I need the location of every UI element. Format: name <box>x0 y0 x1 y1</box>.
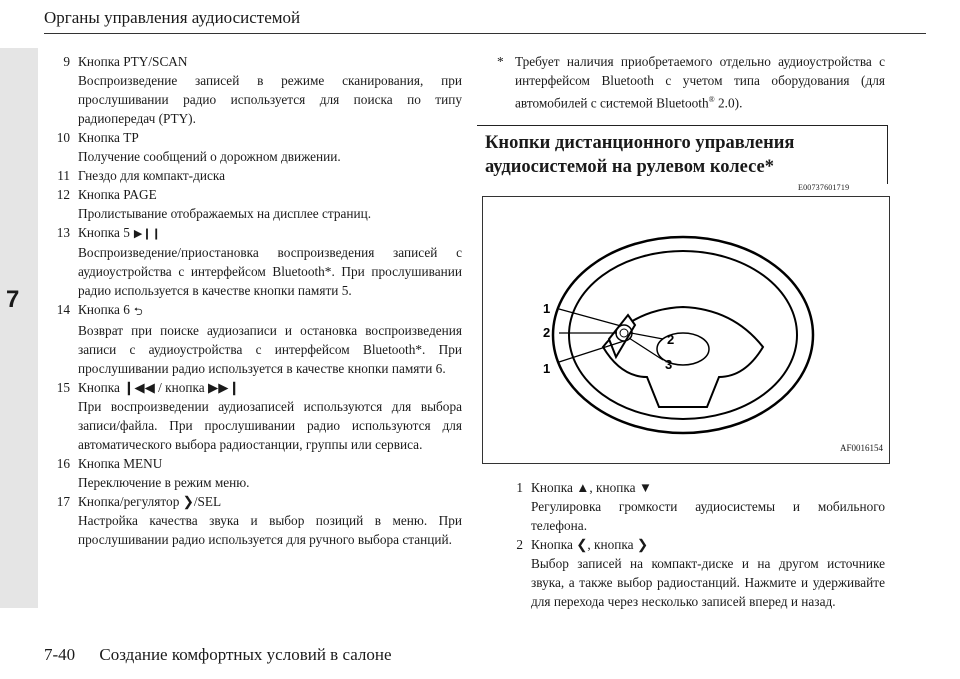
item-title: Кнопка MENU <box>78 455 163 471</box>
item-number: 11 <box>57 168 70 183</box>
callout-1-top: 1 <box>543 301 551 316</box>
page-header-title: Органы управления аудиосистемой <box>44 8 301 27</box>
page-footer <box>44 645 392 665</box>
list-item <box>44 223 462 300</box>
steering-wheel-illustration <box>483 197 889 463</box>
item-title: Гнездо для компакт-диска <box>78 168 226 183</box>
header-divider <box>44 33 926 34</box>
item-title: Кнопка 5 <box>78 225 130 240</box>
section-heading <box>485 131 794 179</box>
section-code: E00737601719 <box>798 183 850 192</box>
footnote-tail: 2.0). <box>714 95 743 111</box>
item-description: Воспроизведение записей в режиме сканирования, при прослушивании радио используется для поиска по типу радиопередач (PTY). <box>78 73 462 126</box>
item-title-row <box>78 223 462 243</box>
item-title: Кнопка PAGE <box>78 187 157 202</box>
item-title: Кнопка ❮, кнопка ❯ <box>531 537 648 552</box>
chapter-sidebar <box>0 48 38 608</box>
play-pause-icon: ▶❙❙ <box>133 227 161 241</box>
item-description: Воспроизведение/приостановка воспроизведения записей с аудиоустройства с интерфейсом Bluetooth*. При прослушивании радио используется в качестве кнопки памяти 5. <box>78 245 462 299</box>
callout-1-bottom: 1 <box>543 361 551 376</box>
return-icon: ⮌ <box>133 304 143 318</box>
callout-2-right: 2 <box>667 332 675 347</box>
steering-wheel-figure <box>482 196 890 464</box>
item-description: При воспроизведении аудиозаписей используются для выбора записи/файла. При прослушивании радио используются для автоматического выбора радиостанции, группы или сервиса. <box>78 398 462 452</box>
item-description: Переключение в режим меню. <box>78 474 250 490</box>
list-item <box>44 492 462 549</box>
list-item <box>497 478 885 535</box>
chapter-tab: 7 <box>6 286 20 313</box>
footnote <box>497 52 885 112</box>
item-title: Кнопка PTY/SCAN <box>78 54 188 69</box>
section-heading-line1: Кнопки дистанционного управления <box>485 133 795 153</box>
item-title: Кнопка ❙◀◀ / кнопка ▶▶❙ <box>78 379 240 395</box>
item-title: Кнопка ▲, кнопка ▼ <box>531 480 653 495</box>
right-column <box>497 478 885 611</box>
item-description: Регулировка громкости аудиосистемы и мобильного телефона. <box>531 499 885 533</box>
item-number: 16 <box>56 455 70 471</box>
list-item <box>44 52 462 128</box>
item-description: Настройка качества звука и выбор позиций в меню. При прослушивании радио используется для ручного выбора станций. <box>78 512 462 547</box>
item-title-row <box>78 300 462 320</box>
list-item <box>44 166 462 185</box>
registered-mark: ® <box>708 95 715 104</box>
callout-2-left: 2 <box>543 325 551 340</box>
item-number: 10 <box>56 130 70 145</box>
left-column <box>44 52 462 549</box>
callout-line <box>559 309 621 326</box>
item-number: 17 <box>56 493 70 509</box>
list-item <box>44 300 462 377</box>
item-number: 12 <box>56 187 70 202</box>
item-description: Пролистывание отображаемых на дисплее страниц. <box>78 206 372 221</box>
callout-3: 3 <box>665 357 673 372</box>
item-title: Кнопка/регулятор ❯/SEL <box>78 493 222 509</box>
footer-section-title: Создание комфортных условий в салоне <box>99 645 392 664</box>
item-number: 9 <box>63 54 70 69</box>
section-heading-line2: аудиосистемой на рулевом колесе* <box>485 157 775 177</box>
item-number: 13 <box>56 225 70 240</box>
list-item <box>44 128 462 166</box>
item-description: Получение сообщений о дорожном движении. <box>78 149 341 164</box>
list-item <box>497 535 885 611</box>
list-item <box>44 454 462 492</box>
item-number: 1 <box>516 480 523 495</box>
footnote-mark: * <box>497 54 504 69</box>
item-title: Кнопка TP <box>78 130 139 145</box>
footnote-text: Требует наличия приобретаемого отдельно аудиоустройства с интерфейсом Bluetooth с учетом типа оборудования (для автомобилей с системой Bluetooth <box>515 54 885 111</box>
item-number: 15 <box>56 379 70 395</box>
item-description: Возврат при поиске аудиозаписи и остановка воспроизведения записи с аудиоустройства с интерфейсом Bluetooth*. При прослушивании радио используется в качестве кнопки памяти 6. <box>78 322 462 376</box>
item-title: Кнопка 6 <box>78 302 130 318</box>
item-description: Выбор записей на компакт-диске и на другом источнике звука, а также выбор радиостанций. Нажмите и удерживайте для перехода через несколько записей вперед и назад. <box>531 556 885 609</box>
list-item <box>44 378 462 454</box>
section-heading-box <box>477 125 888 184</box>
list-item <box>44 185 462 223</box>
item-number: 2 <box>516 537 523 552</box>
item-number: 14 <box>56 302 70 318</box>
figure-id: AF0016154 <box>839 443 883 453</box>
footnote-text-block <box>497 52 885 112</box>
page-number: 7-40 <box>44 645 76 664</box>
